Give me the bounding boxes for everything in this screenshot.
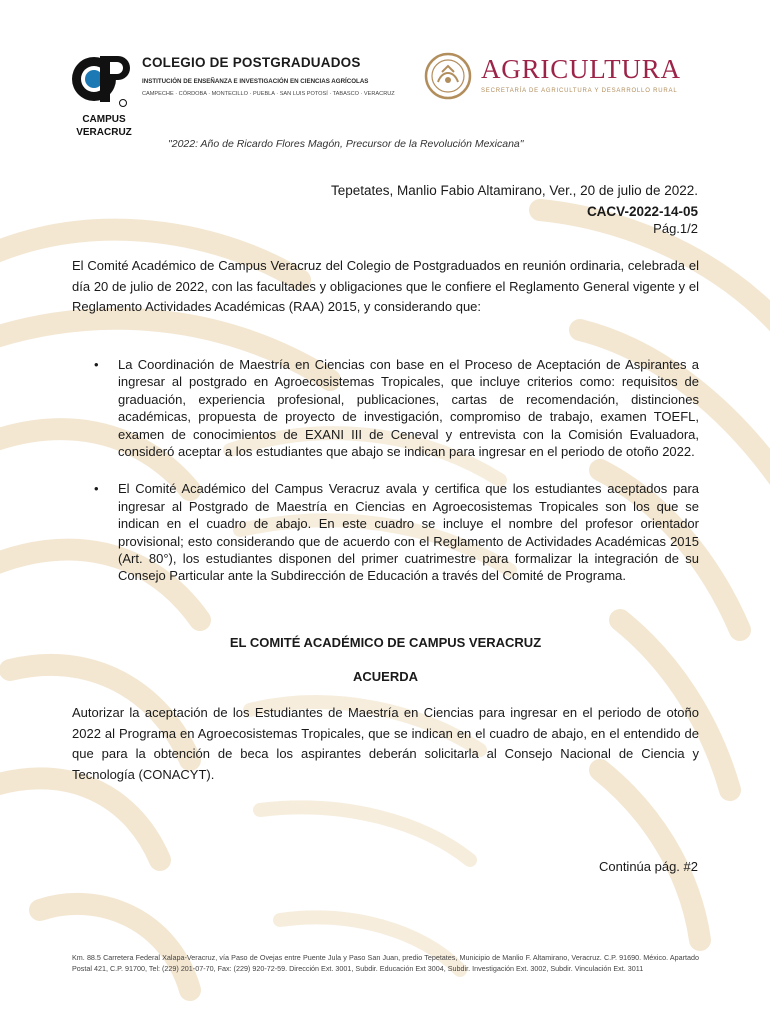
place-date: Tepetates, Manlio Fabio Altamirano, Ver., 20 de julio de 2022. — [331, 183, 698, 198]
resolution-paragraph: Autorizar la aceptación de los Estudiantes de Maestría en Ciencias para ingresar en el periodo de otoño 2022 al Programa en Agroecosistemas Tropicales, que se indican en el cuadro de abajo, en el entendido de que para la obtención de beca los aspirantes deberán solicitarla al Consejo Nacional de Ciencia y Tecnología (CONACYT). — [72, 705, 699, 782]
campus-label-line2: VERACRUZ — [76, 127, 132, 138]
consideration-text: El Comité Académico del Campus Veracruz avala y certifica que los estudiantes aceptados para ingresar al Postgrado de Maestría en Ciencias en Agroecosistemas Tropicales son los que se indican en el cuadro de abajo. En este cuadro se incluye el nombre del profesor orientador provisional; esto considerando que de acuerdo con el Reglamento de Actividades Académicas 2015 (Art. 80°), los estudiantes disponen del primer cuatrimestre para formalizar la integración de su Consejo Particular ante la Subdirección de Educación a través del Comité de Programa. — [118, 481, 699, 584]
national-seal-icon — [424, 52, 472, 100]
colegio-postgraduados-logo — [70, 52, 132, 110]
bullet-icon: • — [94, 357, 99, 372]
institution-title: COLEGIO DE POSTGRADUADOS — [142, 55, 361, 70]
campus-label-line1: CAMPUS — [82, 114, 126, 125]
footer-address: Km. 88.5 Carretera Federal Xalapa-Veracruz, vía Paso de Ovejas entre Puente Jula y Paso San Juan, predio Tepetates, Municipio de Manlio F. Altamirano, Veracruz. C.P. 91690. México. Apartado Postal 421, C.P. 91700, Tel: (229) 201-07-70, Fax: (229) 920-72-59. Dirección Ext. 3001, Subdir. Educación Ext 3004, Subdir. Investigación Ext. 3002, Subdir. Vinculación Ext. 3011 — [72, 953, 699, 973]
list-item — [72, 480, 699, 584]
consideration-text: La Coordinación de Maestría en Ciencias con base en el Proceso de Aceptación de Aspirantes a ingresar al postgrado en Agroecosistemas Tropicales, que incluye criterios como: requisitos de graduación, experiencia profesional, publicaciones, cartas de recomendación, distinciones académicas, propuesta de proyecto de investigación, compromiso de trabajo, examen TOEFL, examen de conocimientos de EXANI III de Ceneval y entrevista con la Comisión Evaluadora, consideró aceptar a los estudiantes que abajo se indican para ingresar en el periodo de otoño 2022. — [118, 357, 699, 460]
campus-label — [64, 113, 144, 139]
institution-cities: CAMPECHE · CÓRDOBA · MONTECILLO · PUEBLA · SAN LUIS POTOSÍ · TABASCO · VERACRUZ — [142, 91, 395, 97]
agency-title: AGRICULTURA — [481, 54, 681, 84]
bullet-icon: • — [94, 481, 99, 497]
resolution-heading: ACUERDA — [353, 669, 418, 684]
document-folio: CACV-2022-14-05 — [586, 204, 698, 219]
institution-subtitle: INSTITUCIÓN DE ENSEÑANZA E INVESTIGACIÓN EN CIENCIAS AGRÍCOLAS — [142, 78, 369, 85]
agency-subtitle: SECRETARÍA DE AGRICULTURA Y DESARROLLO RURAL — [481, 88, 678, 94]
continues-note: Continúa pág. #2 — [598, 859, 698, 874]
intro-paragraph: El Comité Académico de Campus Veracruz del Colegio de Postgraduados en reunión ordinaria, celebrada el día 20 de julio de 2022, con las facultades y obligaciones que le confiere el Reglamento General vigente y el Reglamento Actividades Académicas (RAA) 2015, y considerando que: — [72, 258, 699, 314]
year-motto: "2022: Año de Ricardo Flores Magón, Precursor de la Revolución Mexicana" — [168, 138, 524, 150]
committee-heading: EL COMITÉ ACADÉMICO DE CAMPUS VERACRUZ — [229, 635, 542, 650]
considerations-list — [72, 356, 699, 585]
list-item — [72, 356, 699, 460]
page-number: Pág.1/2 — [653, 221, 698, 236]
